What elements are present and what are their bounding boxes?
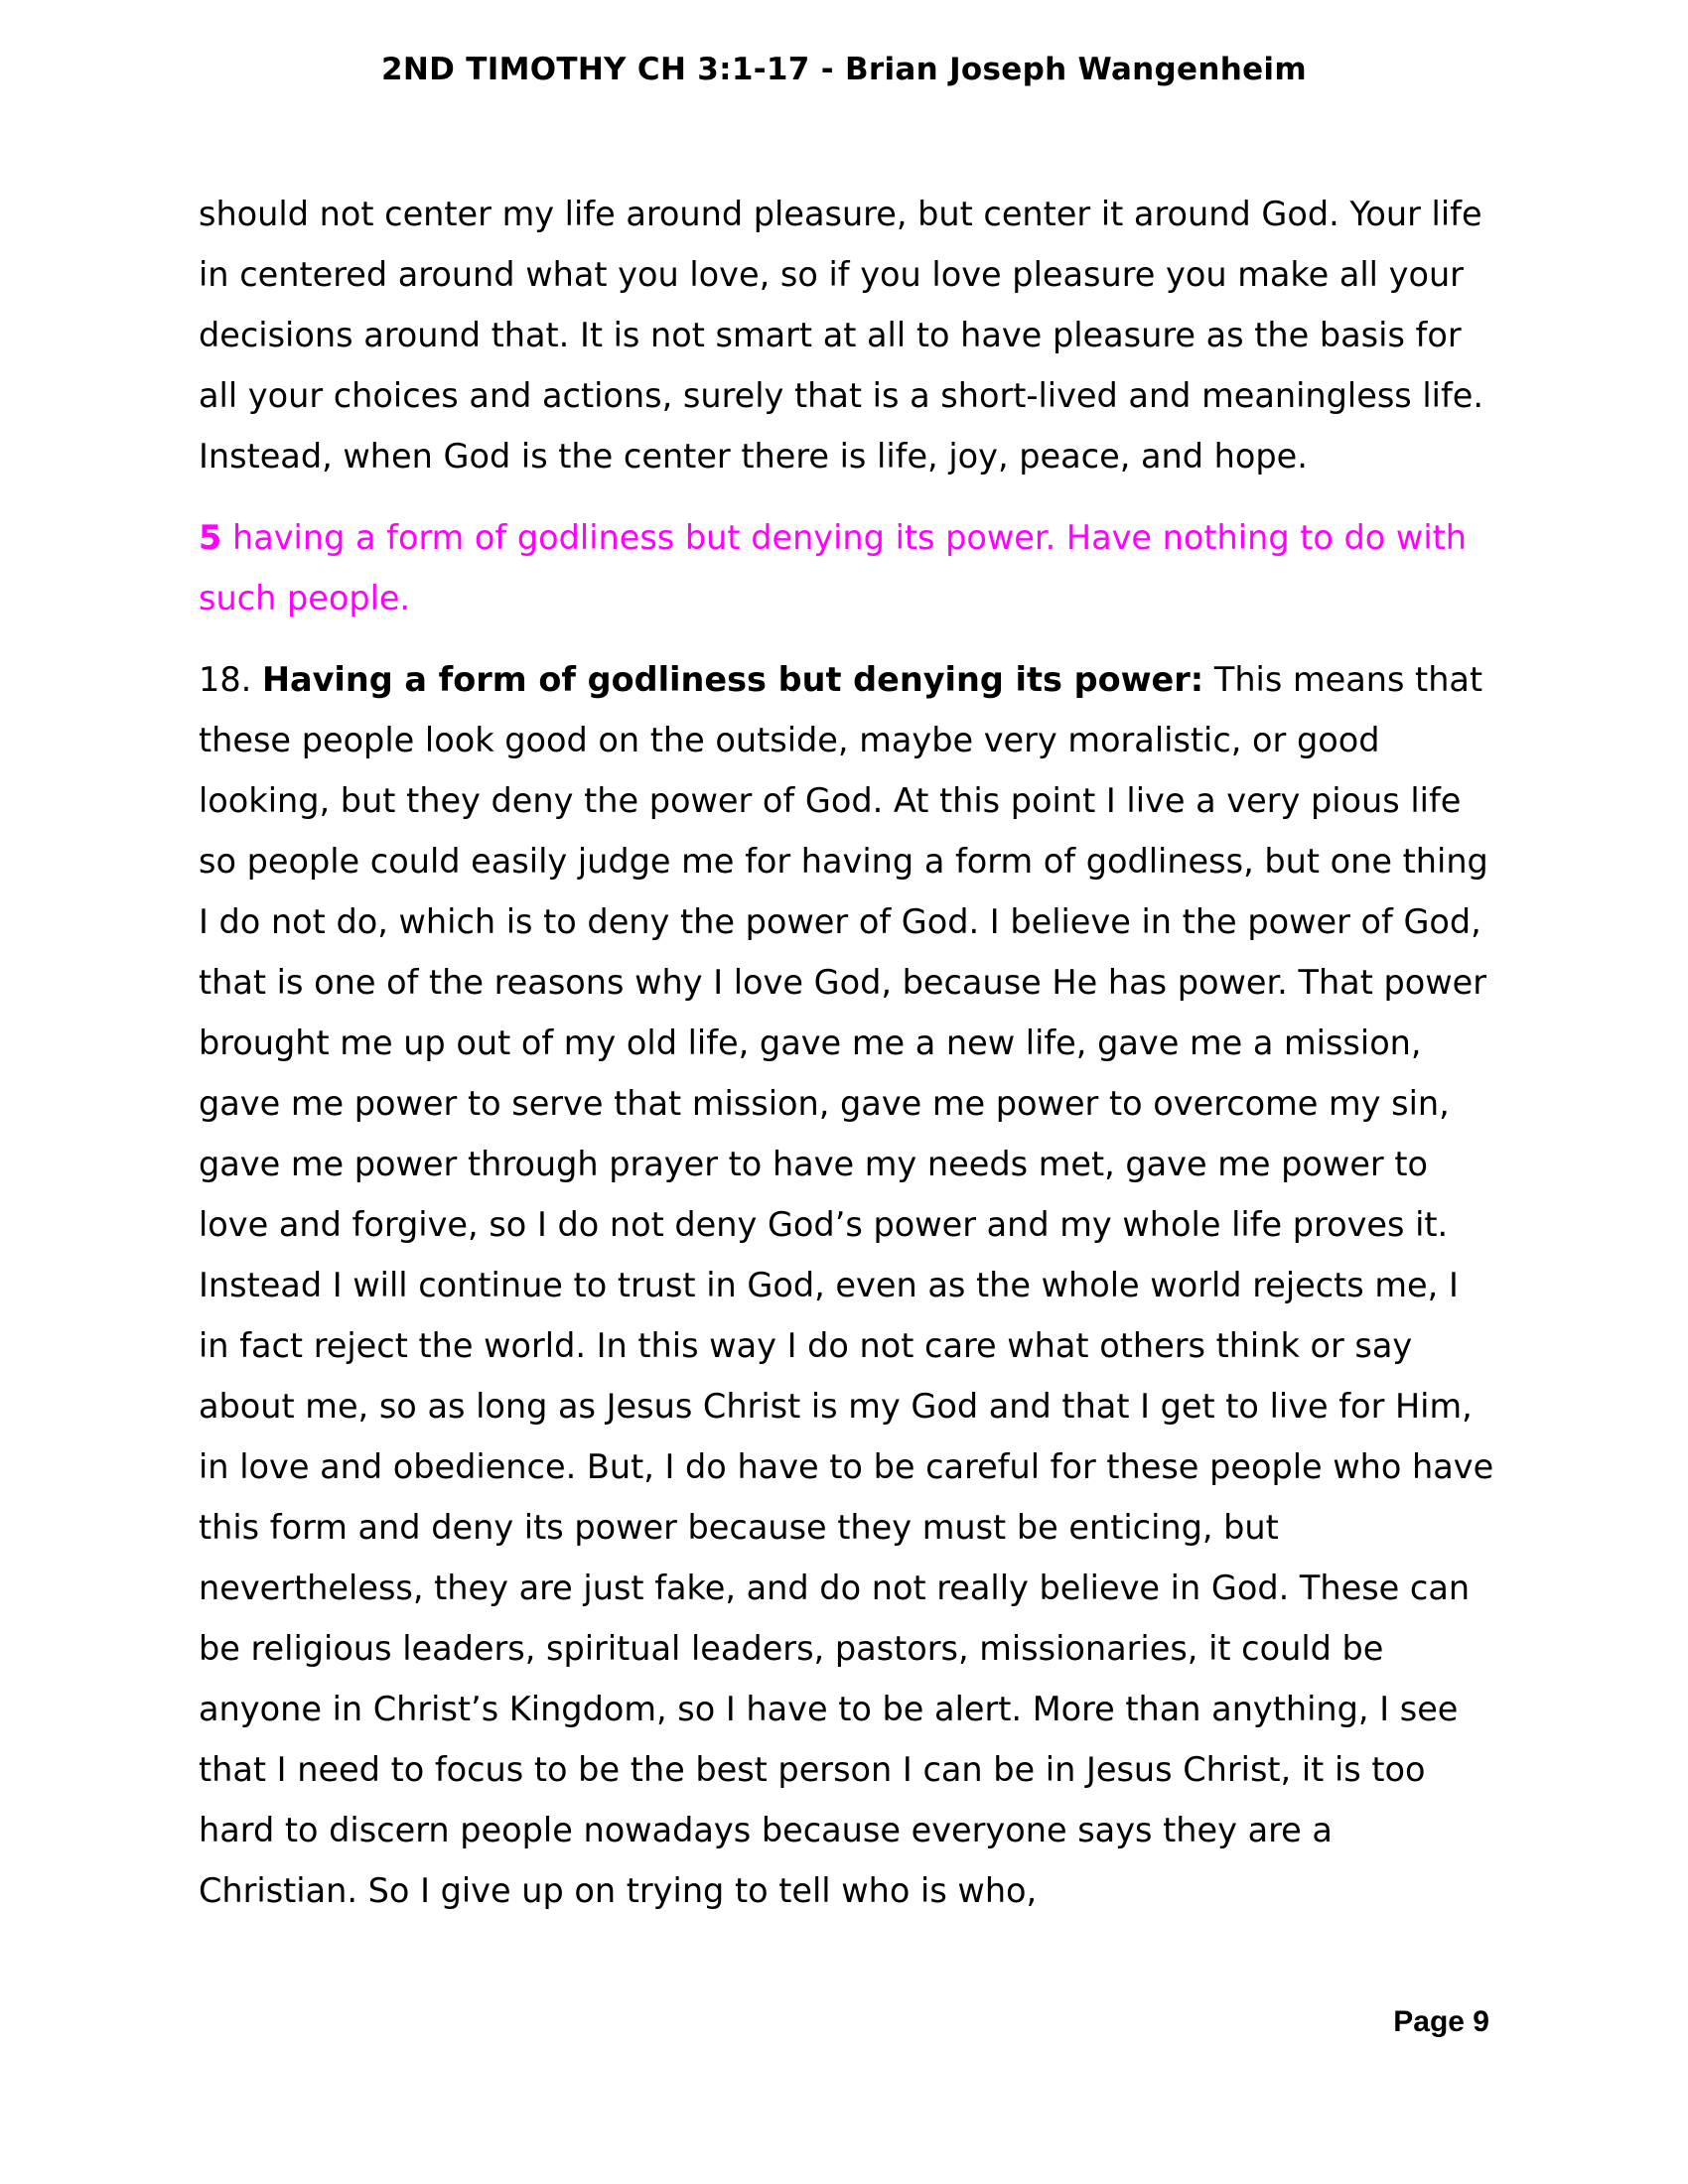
- scripture-verse: [199, 507, 1499, 628]
- verse-number: 5: [199, 518, 222, 557]
- commentary-number: 18.: [199, 660, 262, 699]
- page-number: Page 9: [1393, 2005, 1489, 2038]
- commentary-title: Having a form of godliness but denying its power:: [261, 660, 1204, 699]
- page-header: 2ND TIMOTHY CH 3:1-17 - Brian Joseph Wangenheim: [381, 52, 1307, 87]
- document-body: [199, 184, 1499, 1942]
- commentary-paragraph: [199, 649, 1499, 1921]
- commentary-text: This means that these people look good on the outside, maybe very moralistic, or good looking, but they deny the power of God. At this point I live a very pious life so people could easily judge me for having a form of godliness, but one thing I do not do, which is to deny the power of God. I believe in the power of God, that is one of the reasons why I love God, because He has power. That power brought me up out of my old life, gave me a new life, gave me a mission, gave me power to serve that mission, gave me power to overcome my sin, gave me power through prayer to have my needs met, gave me power to love and forgive, so I do not deny God’s power and my whole life proves it. Instead I will continue to trust in God, even as the whole world rejects me, I in fact reject the world. In this way I do not care what others think or say about me, so as long as Jesus Christ is my God and that I get to live for Him, in love and obedience. But, I do have to be careful for these people who have this form and deny its power because they must be enticing, but nevertheless, they are just fake, and do not really believe in God. These can be religious leaders, spiritual leaders, pastors, missionaries, it could be anyone in Christ’s Kingdom, so I have to be alert. More than anything, I see that I need to focus to be the best person I can be in Jesus Christ, it is too hard to discern people nowadays because everyone says they are a Christian. So I give up on trying to tell who is who,: [199, 660, 1494, 1910]
- intro-paragraph: should not center my life around pleasure, but center it around God. Your life in centered around what you love, so if you love pleasure you make all your decisions around that. It is not smart at all to have pleasure as the basis for all your choices and actions, surely that is a short-lived and meaningless life. Instead, when God is the center there is life, joy, peace, and hope.: [199, 195, 1484, 476]
- verse-text: having a form of godliness but denying its power. Have nothing to do with such people.: [199, 518, 1467, 617]
